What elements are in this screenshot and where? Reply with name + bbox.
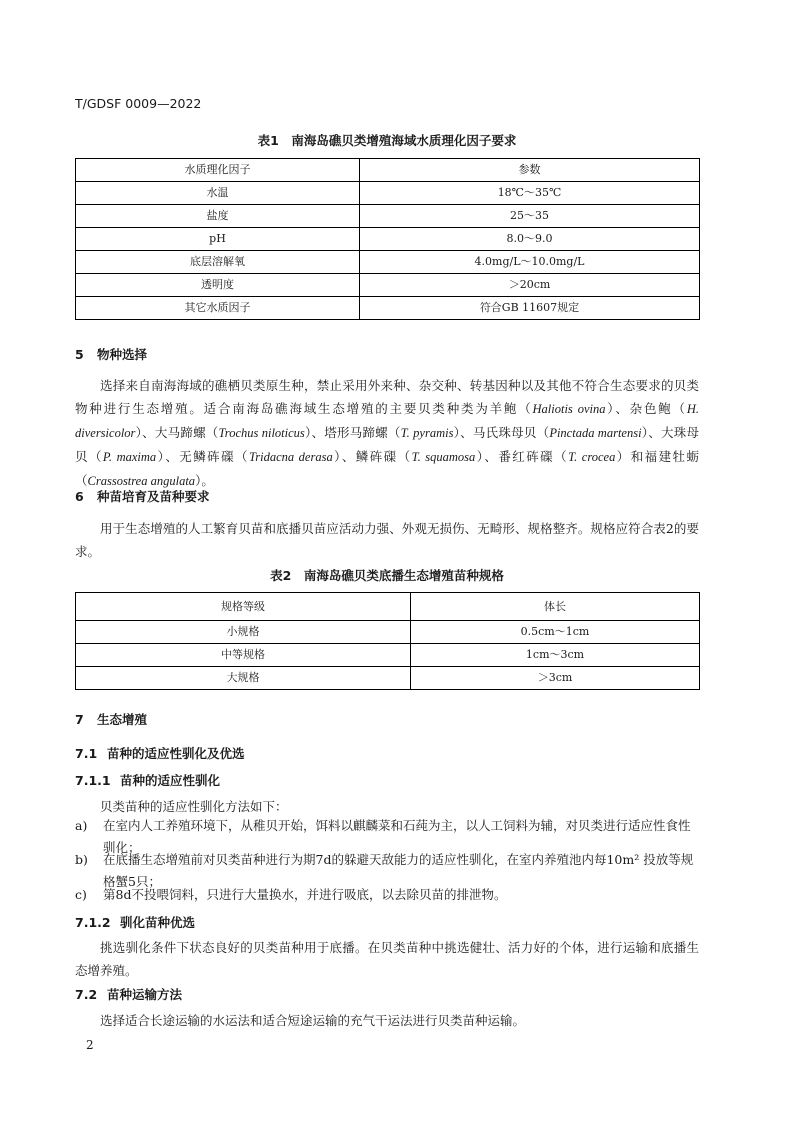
section-5-heading bbox=[75, 345, 147, 363]
section-number: 7.1.2 bbox=[75, 915, 111, 930]
table-cell: 4.0mg/L～10.0mg/L bbox=[360, 251, 700, 274]
list-text: 在底播生态增殖前对贝类苗种进行为期7d的躲避天敌能力的适应性驯化，在室内养殖池内每10m² 投放等规格蟹5只； bbox=[103, 852, 694, 889]
table1-header-cell: 参数 bbox=[360, 159, 700, 182]
section-7-1-heading bbox=[75, 744, 245, 762]
table-cell: 盐度 bbox=[76, 205, 360, 228]
table2-caption: 表2 南海岛礁贝类底播生态增殖苗种规格 bbox=[270, 568, 504, 583]
list-text: 在室内人工养殖环境下，从稚贝开始，饵料以麒麟菜和石莼为主，以人工饲料为辅，对贝类进行适应性食性驯化； bbox=[103, 818, 691, 855]
list-marker: c) bbox=[75, 887, 87, 902]
section-title: 苗种的适应性驯化及优选 bbox=[107, 746, 245, 761]
table-row bbox=[76, 251, 700, 274]
table-cell: 小规格 bbox=[76, 621, 411, 644]
section-7-heading bbox=[75, 710, 147, 728]
table1-header-cell: 水质理化因子 bbox=[76, 159, 360, 182]
list-marker: b) bbox=[75, 852, 88, 867]
list-text: 第8d不投喂饲料，只进行大量换水，并进行吸底，以去除贝苗的排泄物。 bbox=[103, 887, 507, 902]
table-row bbox=[76, 274, 700, 297]
section-number: 6 bbox=[75, 489, 84, 504]
table-cell: 25～35 bbox=[360, 205, 700, 228]
section-5-paragraph: 选择来自南海海域的礁栖贝类原生种，禁止采用外来种、杂交种、转基因种以及其他不符合生态要求的贝类物种进行生态增殖。适合南海岛礁海域生态增殖的主要贝类种类为羊鲍（Haliotis ovina）、杂色鲍（H. diversicolor）、大马蹄螺（Trochus niloticus）、塔形马蹄螺（T. pyramis）、马氏珠母贝（Pinctada martensi）、大珠母贝（P. maxima）、无鳞砗磲（Tridacna derasa）、鳞砗磲（T. squamosa）、番红砗磲（T. crocea）和福建牡蛎（Crassostrea angulata）。 bbox=[75, 378, 699, 488]
section-title: 种苗培育及苗种要求 bbox=[97, 489, 210, 504]
document-code: T/GDSF 0009—2022 bbox=[75, 96, 202, 111]
table-cell: pH bbox=[76, 228, 360, 251]
table-row bbox=[76, 297, 700, 320]
section-7-2-paragraph: 选择适合长途运输的水运法和适合短途运输的充气干运法进行贝类苗种运输。 bbox=[100, 1013, 526, 1028]
table1 bbox=[75, 158, 700, 320]
table-row bbox=[76, 621, 700, 644]
table1-header-row bbox=[76, 159, 700, 182]
section-title: 生态增殖 bbox=[97, 712, 148, 727]
table-cell: 其它水质因子 bbox=[76, 297, 360, 320]
section-number: 7.2 bbox=[75, 987, 98, 1002]
table-cell: 18℃～35℃ bbox=[360, 182, 700, 205]
list-item bbox=[75, 884, 699, 906]
table-cell: 大规格 bbox=[76, 667, 411, 690]
table-cell: 0.5cm～1cm bbox=[411, 621, 700, 644]
section-title: 物种选择 bbox=[97, 347, 148, 362]
table-cell: 1cm～3cm bbox=[411, 644, 700, 667]
table-cell: 水温 bbox=[76, 182, 360, 205]
section-number: 7 bbox=[75, 712, 84, 727]
table-cell: 底层溶解氧 bbox=[76, 251, 360, 274]
section-title: 驯化苗种优选 bbox=[120, 915, 196, 930]
section-number: 7.1 bbox=[75, 746, 98, 761]
table-cell: 透明度 bbox=[76, 274, 360, 297]
section-7-1-2-heading bbox=[75, 913, 195, 931]
table-cell: 中等规格 bbox=[76, 644, 411, 667]
section-title: 苗种的适应性驯化 bbox=[120, 773, 221, 788]
list-marker: a) bbox=[75, 818, 88, 833]
table2-header-cell: 体长 bbox=[411, 593, 700, 621]
section-7-1-2-paragraph: 挑选驯化条件下状态良好的贝类苗种用于底播。在贝类苗种中挑选健壮、活力好的个体，进行运输和底播生态增养殖。 bbox=[75, 940, 699, 978]
table-row bbox=[76, 182, 700, 205]
table2-header-row bbox=[76, 593, 700, 621]
table2 bbox=[75, 592, 700, 690]
section-title: 苗种运输方法 bbox=[107, 987, 183, 1002]
section-7-2-heading bbox=[75, 985, 182, 1003]
table-cell: 8.0～9.0 bbox=[360, 228, 700, 251]
table-cell: ＞3cm bbox=[411, 667, 700, 690]
section-number: 5 bbox=[75, 347, 84, 362]
table-row bbox=[76, 228, 700, 251]
table-cell: ＞20cm bbox=[360, 274, 700, 297]
table-row bbox=[76, 205, 700, 228]
table-cell: 符合GB 11607规定 bbox=[360, 297, 700, 320]
table-row bbox=[76, 644, 700, 667]
page-number: 2 bbox=[86, 1038, 94, 1052]
table1-caption: 表1 南海岛礁贝类增殖海域水质理化因子要求 bbox=[257, 133, 517, 148]
table2-header-cell: 规格等级 bbox=[76, 593, 411, 621]
section-7-1-1-heading bbox=[75, 771, 220, 789]
table-row bbox=[76, 667, 700, 690]
section-7-1-1-intro: 贝类苗种的适应性驯化方法如下： bbox=[100, 799, 288, 814]
section-6-paragraph: 用于生态增殖的人工繁育贝苗和底播贝苗应活动力强、外观无损伤、无畸形、规格整齐。规格应符合表2的要求。 bbox=[75, 521, 699, 559]
section-6-heading bbox=[75, 487, 210, 505]
section-number: 7.1.1 bbox=[75, 773, 111, 788]
